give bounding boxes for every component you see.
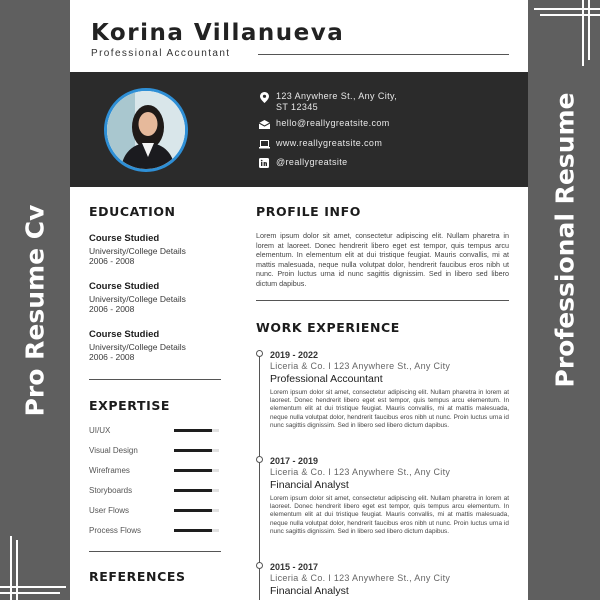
profile-photo [104,88,188,172]
course-years: 2006 - 2008 [89,256,135,266]
profile-heading: PROFILE INFO [256,204,361,219]
work-period: 2017 - 2019 [270,456,319,466]
work-role: Professional Accountant [270,373,383,385]
education-heading: EDUCATION [89,204,176,219]
skill-bar [174,469,219,472]
skill-label: Process Flows [89,526,142,535]
work-company: Liceria & Co. I 123 Anywhere St., Any City [270,467,451,477]
skill-label: UI/UX [89,426,111,435]
course-years: 2006 - 2008 [89,304,135,314]
candidate-name: Korina Villanueva [91,20,345,46]
education-item [89,281,239,314]
resume-sheet [70,0,528,600]
profile-text: Lorem ipsum dolor sit amet, consectetur adipiscing elit. Nullam pharetra in lorem at laoreet. Donec hendrerit libero eget est tempor, quis tempus arcu elementum. In elementum elit at dui tristique feugiat. Mauris convallis, mi at mattis malesuada, neque nulla volutpat dolor, hendrerit faucibus eros nibh ut nunc. Proin luctus urna id nunc sagittis dignissim. Sed in libero sed libero dictum dapibus. [256,231,509,288]
left-vertical-title: Pro Resume Cv [20,204,50,417]
work-period: 2015 - 2017 [270,562,319,572]
skill-label: Visual Design [89,446,138,455]
skill-bar-fill [174,429,212,432]
course-detail: University/College Details [89,294,186,304]
references-heading: REFERENCES [89,569,186,584]
social-text[interactable]: @reallygreatsite [276,157,348,167]
course-title: Course Studied [89,281,160,292]
deco-line [0,592,60,594]
work-company: Liceria & Co. I 123 Anywhere St., Any City [270,573,451,583]
candidate-title: Professional Accountant [91,48,231,59]
contact-band [70,72,528,187]
education-item [89,233,239,266]
expertise-heading: EXPERTISE [89,398,171,413]
skill-bar [174,449,219,452]
skill-bar-fill [174,509,212,512]
education-item [89,329,239,362]
location-icon [258,91,270,103]
section-divider [89,379,221,380]
address-text: 123 Anywhere St., Any City, ST 12345 [276,91,398,112]
email-icon [258,118,270,130]
skill-bar [174,489,219,492]
section-divider [256,300,509,301]
work-company: Liceria & Co. I 123 Anywhere St., Any City [270,361,451,371]
deco-line [582,0,584,66]
website-text[interactable]: www.reallygreatsite.com [276,138,383,148]
skill-bar [174,529,219,532]
course-years: 2006 - 2008 [89,352,135,362]
timeline-dot [256,562,263,569]
work-heading: WORK EXPERIENCE [256,320,400,335]
work-description: Lorem ipsum dolor sit amet, consectetur adipiscing elit. Nullam pharetra in lorem at laoreet. Donec hendrerit libero eget est tempor, quis tempus arcu elementum. In elementum elit at dui tristique feugiat. Mauris convallis, mi at mattis malesuada, neque nulla volutpat dolor, hendrerit faucibus eros nibh ut nunc. Proin luctus urna id nunc sagittis dignissim. Sed in libero sed libero dictum dapibus. [270,389,509,429]
work-period: 2019 - 2022 [270,350,319,360]
skill-bar [174,429,219,432]
skill-bar-fill [174,449,212,452]
contact-address [258,91,411,113]
email-text[interactable]: hello@reallygreatsite.com [276,118,390,128]
timeline-dot [256,350,263,357]
section-divider [89,551,221,552]
skill-label: Storyboards [89,486,133,495]
work-description: Lorem ipsum dolor sit amet, consectetur adipiscing elit. Nullam pharetra in lorem at laoreet. Donec hendrerit libero eget est tempor, quis tempus arcu elementum. In elementum elit at dui tristique feugiat. Mauris convallis, mi at mattis malesuada, neque nulla volutpat dolor, hendrerit faucibus eros nibh ut nunc. Proin luctus urna id nunc sagittis dignissim. Sed in libero sed libero dictum dapibus. [270,495,509,535]
skill-bar-fill [174,469,212,472]
course-detail: University/College Details [89,246,186,256]
work-role: Financial Analyst [270,585,349,597]
contact-social[interactable] [258,157,348,169]
work-role: Financial Analyst [270,479,349,491]
skill-bar-fill [174,529,212,532]
right-vertical-title: Professional Resume [550,92,580,388]
contact-website[interactable] [258,138,382,150]
course-title: Course Studied [89,329,160,340]
skill-bar [174,509,219,512]
skill-bar-fill [174,489,212,492]
laptop-icon [258,138,270,150]
timeline-dot [256,456,263,463]
deco-line [10,536,12,600]
deco-line [534,8,600,10]
skill-label: User Flows [89,506,130,515]
skill-label: Wireframes [89,466,130,475]
course-title: Course Studied [89,233,160,244]
title-divider [258,54,509,55]
course-detail: University/College Details [89,342,186,352]
linkedin-icon [258,157,270,169]
deco-line [588,0,590,60]
deco-line [16,540,18,600]
deco-line [540,14,600,16]
contact-email[interactable] [258,118,390,130]
